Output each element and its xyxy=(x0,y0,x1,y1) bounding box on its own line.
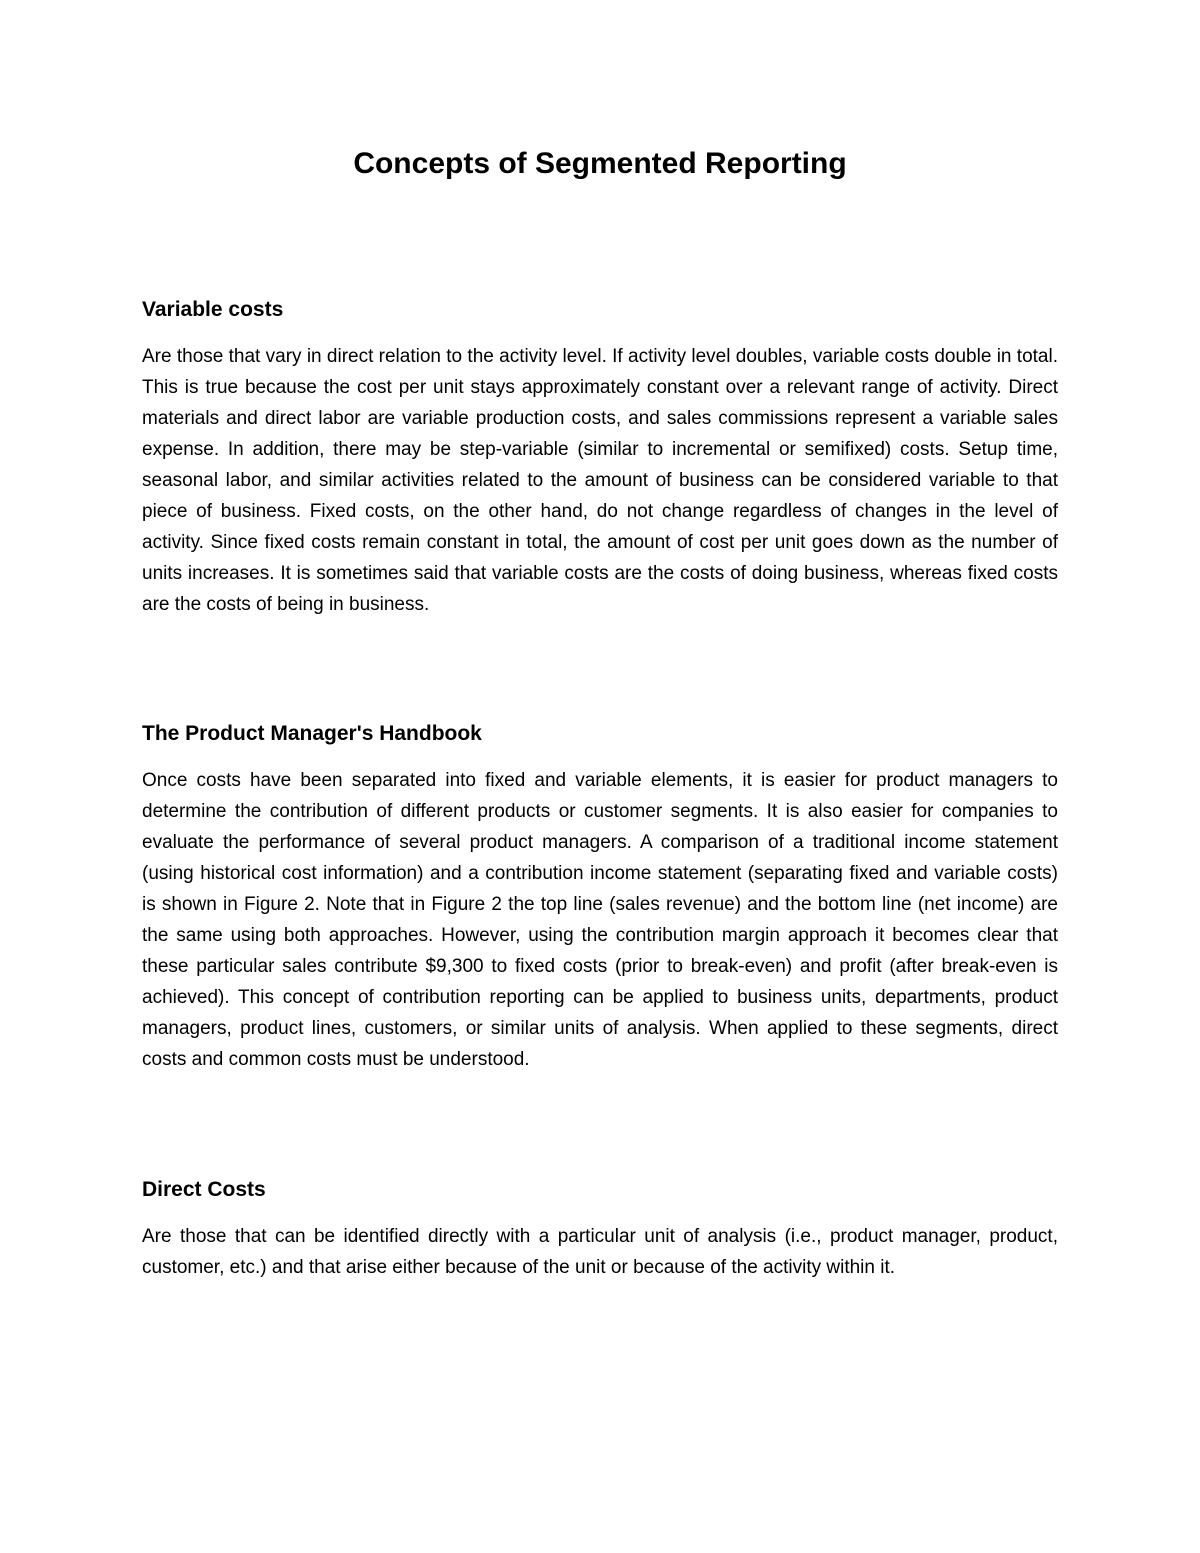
section-variable-costs xyxy=(142,295,1058,620)
page-title: Concepts of Segmented Reporting xyxy=(353,147,847,180)
section-heading-direct-costs: Direct Costs xyxy=(142,1178,266,1201)
section-direct-costs xyxy=(142,1175,1058,1283)
section-body-variable-costs: Are those that vary in direct relation to the activity level. If activity level doubles, variable costs double in total. This is true because the cost per unit stays approximately constant over a relevant range of activity. Direct materials and direct labor are variable production costs, and sales commissions represent a variable sales expense. In addition, there may be step-variable (similar to incremental or semifixed) costs. Setup time, seasonal labor, and similar activities related to the amount of business can be considered variable to that piece of business. Fixed costs, on the other hand, do not change regardless of changes in the level of activity. Since fixed costs remain constant in total, the amount of cost per unit goes down as the number of units increases. It is sometimes said that variable costs are the costs of doing business, whereas fixed costs are the costs of being in business. xyxy=(142,346,1058,615)
section-body-direct-costs: Are those that can be identified directly with a particular unit of analysis (i.e., product manager, product, customer, etc.) and that arise either because of the unit or because of the activity within it. xyxy=(142,1226,1058,1278)
section-body-product-managers-handbook: Once costs have been separated into fixed and variable elements, it is easier for product managers to determine the contribution of different products or customer segments. It is also easier for companies to evaluate the performance of several product managers. A comparison of a traditional income statement (using historical cost information) and a contribution income statement (separating fixed and variable costs) is shown in Figure 2. Note that in Figure 2 the top line (sales revenue) and the bottom line (net income) are the same using both approaches. However, using the contribution margin approach it becomes clear that these particular sales contribute $9,300 to fixed costs (prior to break-even) and profit (after break-even is achieved). This concept of contribution reporting can be applied to business units, departments, product managers, product lines, customers, or similar units of analysis. When applied to these segments, direct costs and common costs must be understood. xyxy=(142,770,1058,1070)
section-heading-product-managers-handbook: The Product Manager's Handbook xyxy=(142,722,482,745)
section-product-managers-handbook xyxy=(142,719,1058,1075)
section-heading-variable-costs: Variable costs xyxy=(142,298,284,321)
